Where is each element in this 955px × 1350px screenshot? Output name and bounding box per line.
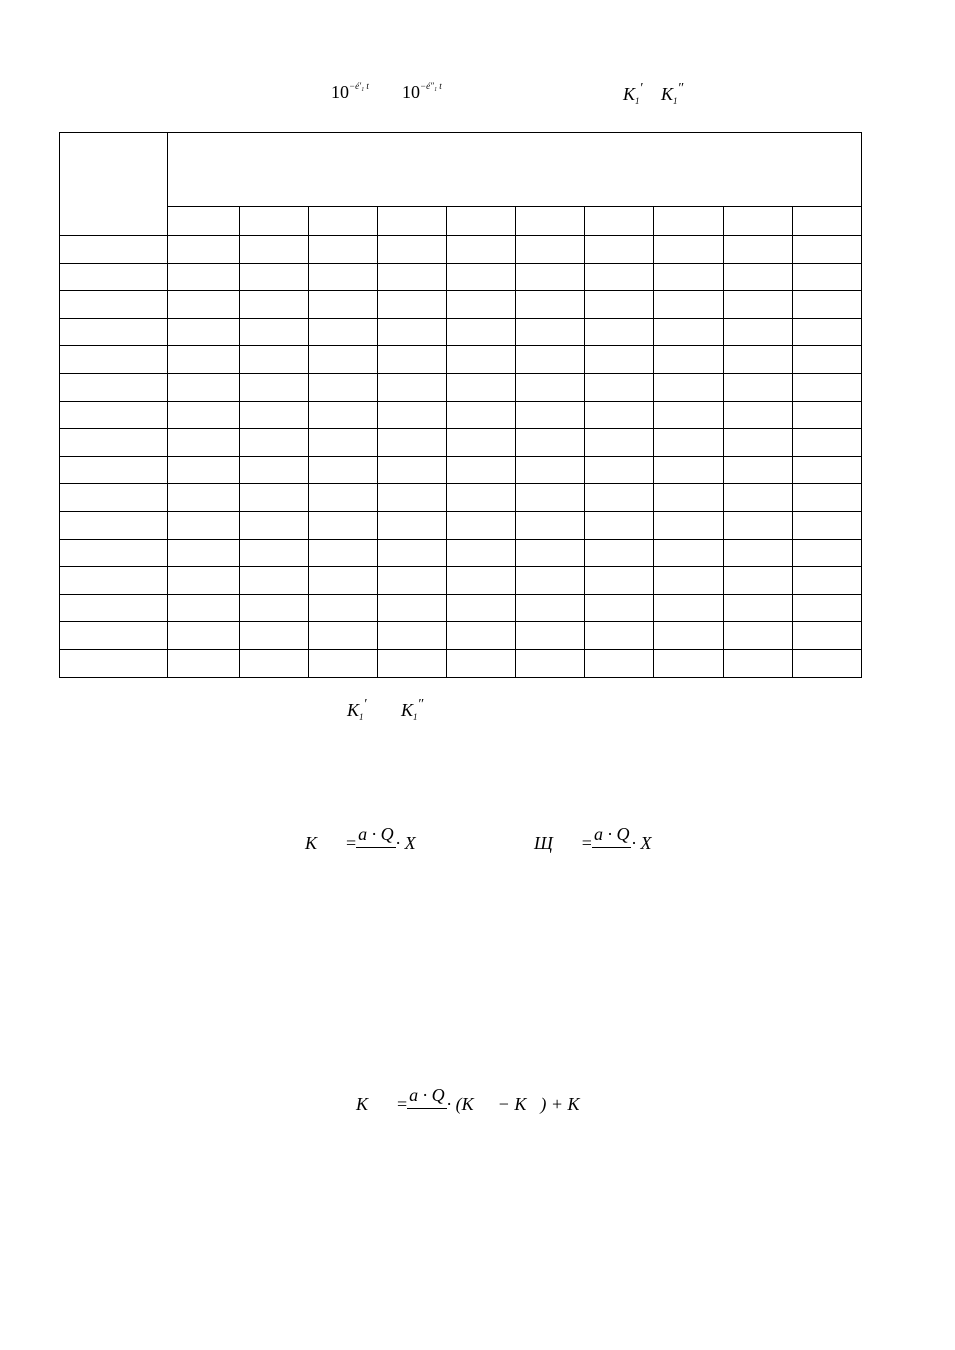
- table-cell: [793, 318, 862, 346]
- table-cell: [240, 511, 309, 539]
- table-cell: [654, 291, 724, 319]
- formula-bottom: [356, 1085, 580, 1118]
- table-cell: [60, 236, 168, 264]
- table-cell: [447, 401, 516, 429]
- table-cell: [516, 401, 585, 429]
- table-cell: [447, 622, 516, 650]
- table-cell: [60, 649, 168, 677]
- formula-k: [305, 824, 416, 857]
- table-cell: [60, 346, 168, 374]
- table-cell: [447, 291, 516, 319]
- table-cell: [724, 236, 793, 264]
- table-cell: [447, 456, 516, 484]
- table-cell: [724, 511, 793, 539]
- data-table: [59, 132, 862, 678]
- header-k1-mark: ′: [639, 81, 643, 96]
- table-cell: [793, 484, 862, 512]
- header-k1-letter: K: [623, 84, 636, 104]
- table-cell: [585, 484, 654, 512]
- table-cell: [516, 291, 585, 319]
- table-cell: [516, 649, 585, 677]
- table-cell: [378, 567, 447, 595]
- table-cell: [516, 622, 585, 650]
- table-cell: [240, 291, 309, 319]
- table-cell: [447, 429, 516, 457]
- table-cell: [378, 511, 447, 539]
- table-cell: [309, 622, 378, 650]
- table-cell: [60, 456, 168, 484]
- mid-k1-letter: K: [347, 700, 360, 720]
- table-cell: [309, 456, 378, 484]
- table-cell: [240, 346, 309, 374]
- header-k1-sub: 1: [635, 96, 640, 106]
- formula-bottom-minus: − K: [497, 1094, 527, 1115]
- table-cell: [516, 263, 585, 291]
- table-row: [60, 567, 862, 595]
- table-cell: [168, 318, 240, 346]
- table-cell: [240, 236, 309, 264]
- table-cell: [585, 649, 654, 677]
- table-cell: [654, 622, 724, 650]
- mid-k1-prime: [347, 697, 367, 722]
- table-cell: [168, 263, 240, 291]
- formula-k-numerator: a · Q: [356, 824, 396, 848]
- table-row: [60, 429, 862, 457]
- table-row: [60, 346, 862, 374]
- table-cell: [168, 511, 240, 539]
- table-subheader-cell: [654, 207, 724, 236]
- table-cell: [516, 484, 585, 512]
- table-cell: [378, 291, 447, 319]
- table-cell: [60, 373, 168, 401]
- table-cell: [60, 567, 168, 595]
- table-cell: [168, 373, 240, 401]
- table-cell: [60, 594, 168, 622]
- table-cell: [585, 236, 654, 264]
- table-cell: [447, 511, 516, 539]
- table-cell: [793, 456, 862, 484]
- table-subheader-cell: [240, 207, 309, 236]
- table-cell: [309, 511, 378, 539]
- header-exp-1: [331, 82, 369, 103]
- table-cell: [654, 649, 724, 677]
- table-cell: [793, 622, 862, 650]
- table-subheader-cell: [168, 207, 240, 236]
- formula-bottom-numerator: a · Q: [407, 1085, 447, 1109]
- table-cell: [309, 263, 378, 291]
- table-cell: [793, 346, 862, 374]
- table-cell: [168, 622, 240, 650]
- table-cell: [585, 567, 654, 595]
- table-cell: [793, 373, 862, 401]
- table-cell: [240, 401, 309, 429]
- table-cell: [309, 539, 378, 567]
- table-cell: [585, 539, 654, 567]
- table-cell: [516, 511, 585, 539]
- table-cell: [516, 346, 585, 374]
- header-k2-mark: ″: [677, 81, 684, 96]
- table-cell: [724, 622, 793, 650]
- table-cell: [724, 263, 793, 291]
- table-cell: [793, 649, 862, 677]
- table-cell: [309, 373, 378, 401]
- table-cell: [378, 539, 447, 567]
- table-cell: [724, 456, 793, 484]
- table-cell: [724, 291, 793, 319]
- table-cell: [447, 346, 516, 374]
- table-cell: [309, 429, 378, 457]
- table-cell: [724, 346, 793, 374]
- formula-bottom-mid: · (K: [446, 1094, 474, 1115]
- formula-shch-rest: · X: [631, 833, 652, 854]
- table-cell: [585, 291, 654, 319]
- table-cell: [240, 263, 309, 291]
- table-cell: [168, 456, 240, 484]
- formula-k-lhs: K: [305, 833, 318, 854]
- table-cell: [240, 484, 309, 512]
- header-k2-letter: K: [661, 84, 674, 104]
- table-cell: [516, 594, 585, 622]
- header-k2-sub: 1: [673, 96, 678, 106]
- table-cell: [378, 622, 447, 650]
- table-cell: [654, 567, 724, 595]
- table-merged-header-cell: [168, 133, 862, 207]
- table-cell: [168, 594, 240, 622]
- table-cell: [378, 401, 447, 429]
- table-cell: [585, 318, 654, 346]
- table-cell: [585, 263, 654, 291]
- table-cell: [60, 511, 168, 539]
- table-cell: [654, 318, 724, 346]
- table-cell: [793, 291, 862, 319]
- table-cell: [378, 456, 447, 484]
- table-cell: [378, 263, 447, 291]
- table-cell: [60, 318, 168, 346]
- table-cell: [447, 263, 516, 291]
- table-cell: [654, 484, 724, 512]
- table-cell: [447, 594, 516, 622]
- table-cell: [447, 649, 516, 677]
- table-cell: [793, 594, 862, 622]
- table-cell: [654, 236, 724, 264]
- table-cell: [60, 622, 168, 650]
- table-row: [60, 401, 862, 429]
- table-cell: [447, 484, 516, 512]
- table-row: [60, 594, 862, 622]
- mid-k2-sub: 1: [413, 712, 418, 722]
- table-cell: [240, 373, 309, 401]
- table-cell: [168, 567, 240, 595]
- formula-k-rest: · X: [395, 833, 416, 854]
- table-cell: [654, 346, 724, 374]
- table-cell: [378, 594, 447, 622]
- table-row: [60, 318, 862, 346]
- table-row: [60, 456, 862, 484]
- table-cell: [60, 484, 168, 512]
- formula-shch: [534, 824, 652, 857]
- table-cell: [378, 318, 447, 346]
- table-row: [60, 373, 862, 401]
- formula-shch-eq: =: [581, 833, 592, 854]
- table-cell: [168, 401, 240, 429]
- table-cell: [60, 263, 168, 291]
- table-cell: [168, 649, 240, 677]
- table-cell: [724, 373, 793, 401]
- table-row: [60, 263, 862, 291]
- table-row: [60, 484, 862, 512]
- table-cell: [240, 318, 309, 346]
- formula-shch-lhs: Щ: [534, 833, 553, 854]
- table-cell: [654, 539, 724, 567]
- table-cell: [585, 594, 654, 622]
- header-exp-1-text: −é′₁ t: [349, 81, 369, 91]
- table-cell: [585, 511, 654, 539]
- mid-k2-mark: ″: [417, 697, 424, 712]
- table-cell: [793, 567, 862, 595]
- formula-k-eq: =: [346, 833, 357, 854]
- table-subheader-row: [60, 207, 862, 236]
- table-cell: [516, 567, 585, 595]
- mid-k2-letter: K: [401, 700, 414, 720]
- table-cell: [724, 649, 793, 677]
- table-cell: [240, 567, 309, 595]
- table-cell: [378, 429, 447, 457]
- table-cell: [309, 567, 378, 595]
- table-cell: [309, 401, 378, 429]
- formula-bottom-eq: =: [397, 1094, 408, 1115]
- table-cell: [585, 456, 654, 484]
- table-cell: [585, 622, 654, 650]
- header-k1-double-prime: [661, 81, 684, 106]
- table-cell: [240, 456, 309, 484]
- table-cell: [654, 401, 724, 429]
- table-subheader-cell: [585, 207, 654, 236]
- table-cell: [309, 318, 378, 346]
- table-corner-cell: [60, 133, 168, 236]
- table-cell: [654, 456, 724, 484]
- table-cell: [447, 373, 516, 401]
- table-cell: [654, 263, 724, 291]
- table-cell: [168, 346, 240, 374]
- table-cell: [240, 622, 309, 650]
- table-header-row: [60, 133, 862, 207]
- table-cell: [60, 429, 168, 457]
- table-cell: [585, 373, 654, 401]
- table-row: [60, 236, 862, 264]
- table-cell: [309, 484, 378, 512]
- table-cell: [309, 291, 378, 319]
- table-cell: [447, 236, 516, 264]
- table-cell: [724, 318, 793, 346]
- table-cell: [654, 511, 724, 539]
- table-cell: [585, 346, 654, 374]
- table-cell: [240, 649, 309, 677]
- formula-shch-numerator: a · Q: [592, 824, 632, 848]
- table-cell: [724, 429, 793, 457]
- table-cell: [168, 236, 240, 264]
- table-cell: [378, 649, 447, 677]
- table-cell: [724, 401, 793, 429]
- header-k1-prime: [623, 81, 643, 106]
- table-row: [60, 511, 862, 539]
- table-cell: [516, 318, 585, 346]
- table-cell: [654, 373, 724, 401]
- formula-bottom-fraction: [407, 1085, 447, 1109]
- table-cell: [168, 539, 240, 567]
- table-row: [60, 539, 862, 567]
- table-cell: [516, 456, 585, 484]
- table-subheader-cell: [378, 207, 447, 236]
- table-cell: [447, 318, 516, 346]
- table-subheader-cell: [447, 207, 516, 236]
- mid-k1-mark: ′: [363, 697, 367, 712]
- table-cell: [516, 373, 585, 401]
- table-cell: [724, 484, 793, 512]
- formula-k-fraction: [356, 824, 396, 848]
- header-exp-2: [402, 82, 442, 103]
- table-cell: [309, 594, 378, 622]
- table-cell: [585, 401, 654, 429]
- table-row: [60, 291, 862, 319]
- table-cell: [793, 511, 862, 539]
- table-cell: [378, 236, 447, 264]
- table-cell: [447, 567, 516, 595]
- table-cell: [240, 539, 309, 567]
- header-ten-2: 10: [402, 82, 420, 102]
- table-cell: [309, 346, 378, 374]
- table-cell: [724, 567, 793, 595]
- table-cell: [793, 539, 862, 567]
- table-cell: [516, 539, 585, 567]
- table-cell: [724, 594, 793, 622]
- table-cell: [168, 484, 240, 512]
- table-subheader-cell: [793, 207, 862, 236]
- formula-bottom-lhs: K: [356, 1094, 369, 1115]
- table-cell: [309, 649, 378, 677]
- table-cell: [60, 401, 168, 429]
- table-cell: [309, 236, 378, 264]
- table-cell: [793, 429, 862, 457]
- table-cell: [378, 346, 447, 374]
- table-cell: [168, 291, 240, 319]
- table-cell: [516, 236, 585, 264]
- table-cell: [447, 539, 516, 567]
- mid-k1-sub: 1: [359, 712, 364, 722]
- table-cell: [654, 594, 724, 622]
- formula-bottom-close: ) + K: [540, 1094, 580, 1115]
- table-cell: [60, 539, 168, 567]
- header-ten-1: 10: [331, 82, 349, 102]
- table-cell: [240, 594, 309, 622]
- table-cell: [793, 401, 862, 429]
- mid-k1-double-prime: [401, 697, 424, 722]
- table-cell: [793, 236, 862, 264]
- table-cell: [168, 429, 240, 457]
- table-cell: [585, 429, 654, 457]
- formula-shch-fraction: [592, 824, 632, 848]
- table-row: [60, 649, 862, 677]
- header-exp-2-text: −é″₁ t: [420, 81, 442, 91]
- table-subheader-cell: [724, 207, 793, 236]
- table-cell: [654, 429, 724, 457]
- table-cell: [60, 291, 168, 319]
- table-cell: [240, 429, 309, 457]
- table-cell: [378, 484, 447, 512]
- table-cell: [516, 429, 585, 457]
- table-subheader-cell: [309, 207, 378, 236]
- table-row: [60, 622, 862, 650]
- table-cell: [724, 539, 793, 567]
- table-cell: [378, 373, 447, 401]
- table-subheader-cell: [516, 207, 585, 236]
- table-cell: [793, 263, 862, 291]
